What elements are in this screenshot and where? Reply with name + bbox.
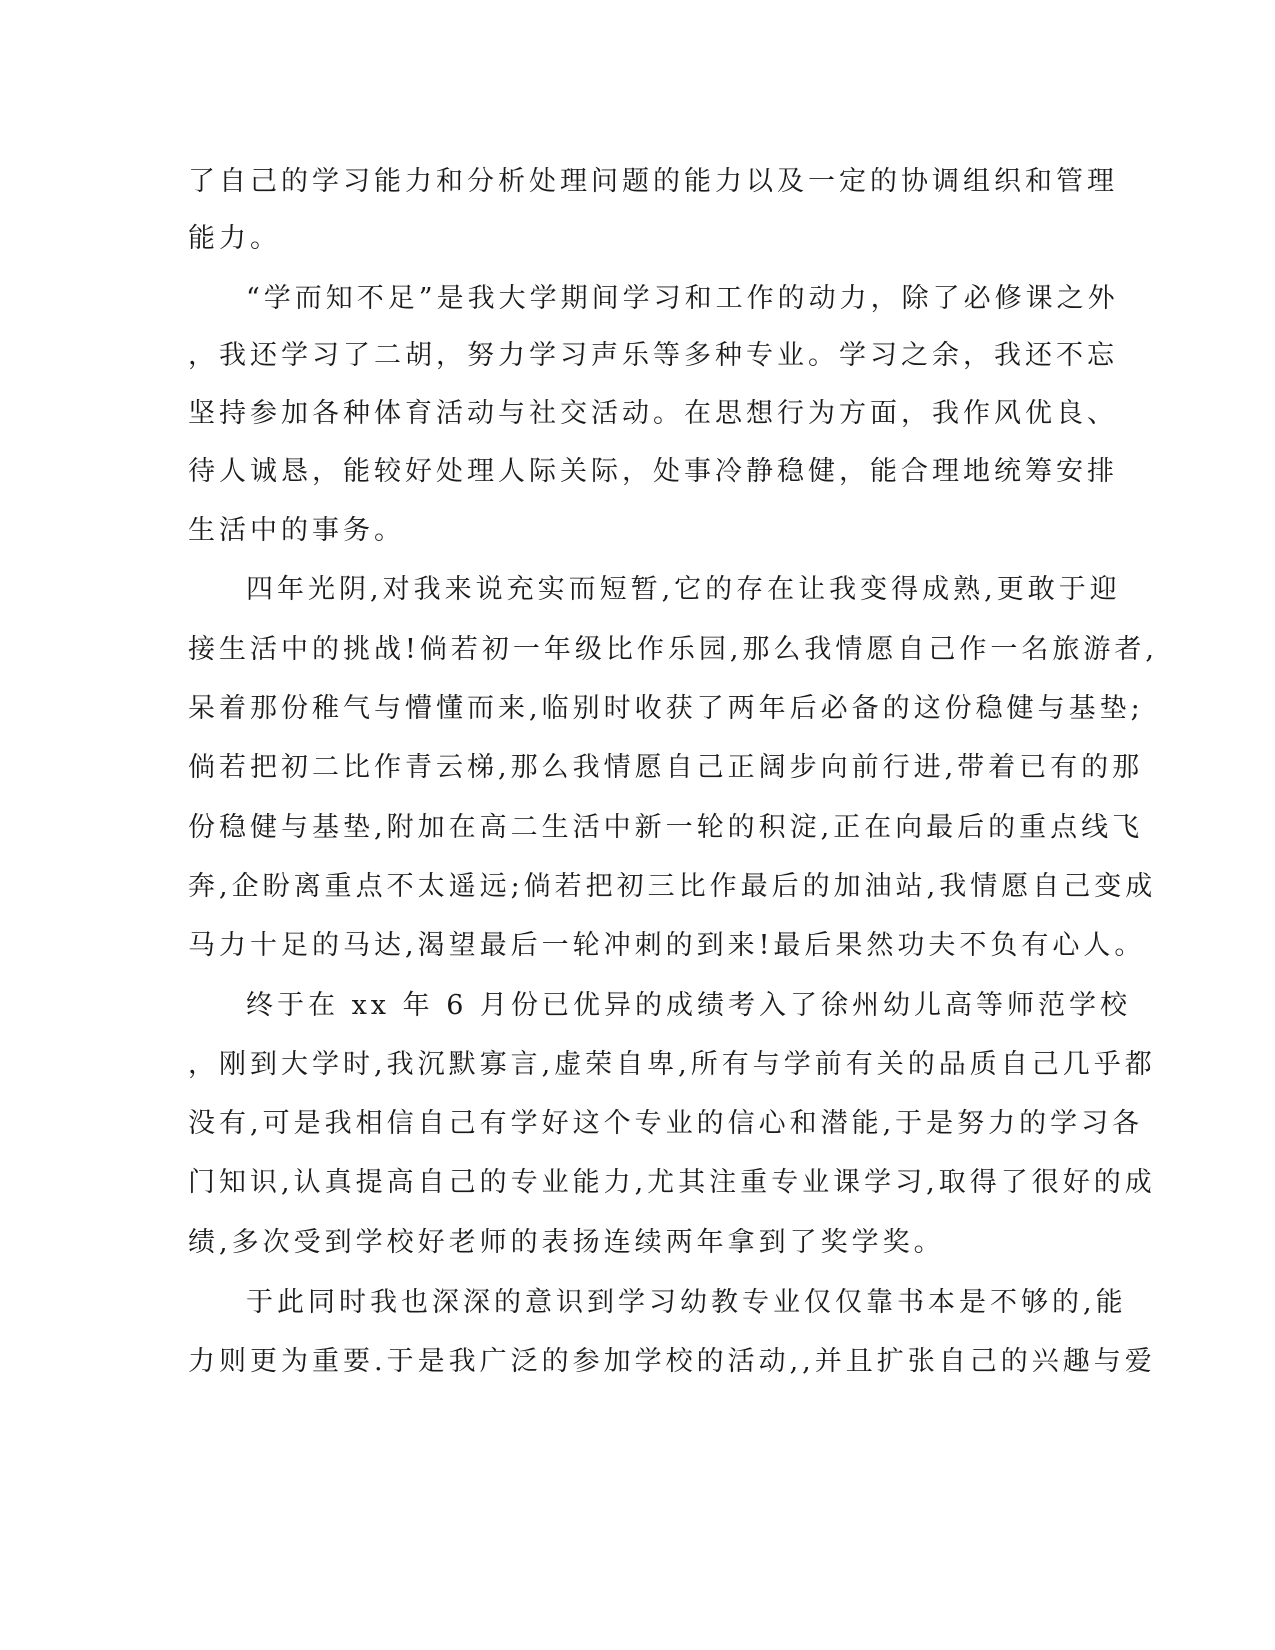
text-line: 终于在 xx 年 6 月份已优异的成绩考入了徐州幼儿高等师范学校: [246, 990, 1131, 1021]
text-line: 呆着那份稚气与懵懂而来,临别时收获了两年后必备的这份稳健与基垫;: [188, 693, 1144, 724]
text-line: 生活中的事务。: [188, 515, 405, 546]
text-line: 四年光阴,对我来说充实而短暂,它的存在让我变得成熟,更敢于迎: [246, 574, 1121, 605]
text-line: “学而知不足”是我大学期间学习和工作的动力，除了必修课之外: [246, 283, 1119, 314]
text-line: 于此同时我也深深的意识到学习幼教专业仅仅靠书本是不够的,能: [246, 1287, 1127, 1318]
text-line: 绩,多次受到学校好老师的表扬连续两年拿到了奖学奖。: [188, 1227, 945, 1258]
text-line: 没有,可是我相信自己有学好这个专业的信心和潜能,于是努力的学习各: [188, 1108, 1144, 1139]
text-line: ，我还学习了二胡，努力学习声乐等多种专业。学习之余，我还不忘: [188, 340, 1118, 371]
text-line: 接生活中的挑战!倘若初一年级比作乐园,那么我情愿自己作一名旅游者,: [188, 634, 1159, 665]
text-line: 能力。: [188, 223, 281, 254]
text-line: 坚持参加各种体育活动与社交活动。在思想行为方面，我作风优良、: [188, 398, 1118, 429]
text-line: 份稳健与基垫,附加在高二生活中新一轮的积淀,正在向最后的重点线飞: [188, 812, 1144, 843]
text-line: 门知识,认真提高自己的专业能力,尤其注重专业课学习,取得了很好的成: [188, 1167, 1156, 1198]
text-line: 待人诚恳，能较好处理人际关际，处事冷静稳健，能合理地统筹安排: [188, 456, 1118, 487]
text-line: ，刚到大学时,我沉默寡言,虚荣自卑,所有与学前有关的品质自己几乎都: [188, 1049, 1156, 1080]
text-line: 倘若把初二比作青云梯,那么我情愿自己正阔步向前行进,带着已有的那: [188, 752, 1144, 783]
text-line: 力则更为重要.于是我广泛的参加学校的活动,,并且扩张自己的兴趣与爱: [188, 1346, 1156, 1377]
text-line: 马力十足的马达,渴望最后一轮冲刺的到来!最后果然功夫不负有心人。: [188, 930, 1146, 961]
text-line: 了自己的学习能力和分析处理问题的能力以及一定的协调组织和管理: [188, 166, 1118, 197]
text-line: 奔,企盼离重点不太遥远;倘若把初三比作最后的加油站,我情愿自己变成: [188, 871, 1157, 902]
